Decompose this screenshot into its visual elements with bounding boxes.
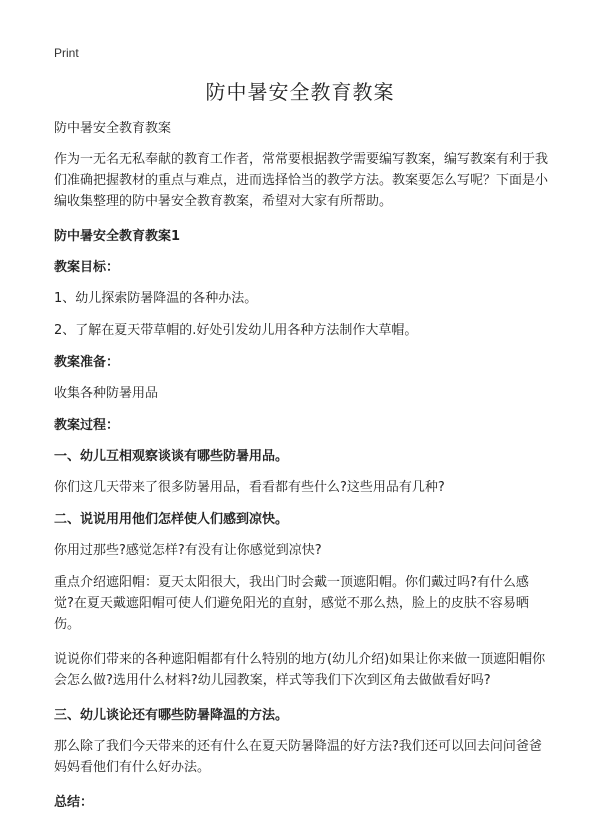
document-subtitle: 防中暑安全教育教案 [54, 121, 172, 136]
step-text: 你用过那些?感觉怎样?有没有让你感觉到凉快? [54, 543, 322, 558]
goal-item: 1、幼儿探索防暑降温的各种办法。 [54, 291, 258, 306]
print-link[interactable]: Print [54, 46, 79, 60]
process-heading: 教案过程： [54, 418, 120, 433]
prep-heading: 教案准备： [54, 355, 120, 370]
step-heading: 一、幼儿互相观察谈谈有哪些防暑用品。 [54, 449, 289, 464]
step-text: 重点介绍遮阳帽：夏天太阳很大，我出门时会戴一顶遮阳帽。你们戴过吗?有什么感觉?在夏天戴遮阳帽可使人们避免阳光的直射，感觉不那么热，脸上的皮肤不容易晒伤。 [54, 575, 529, 632]
intro-paragraph: 作为一无名无私奉献的教育工作者，常常要根据教学需要编写教案，编写教案有利于我们准确把握教材的重点与难点，进而选择恰当的教学方法。教案要怎么写呢？下面是小编收集整理的防中暑安全教育教案，希望对大家有所帮助。 [54, 152, 549, 209]
section-heading: 防中暑安全教育教案1 [54, 229, 181, 244]
step-text: 那么除了我们今天带来的还有什么在夏天防暑降温的好方法?我们还可以回去问问爸爸妈妈看他们有什么好办法。 [54, 739, 542, 775]
step-text: 你们这几天带来了很多防暑用品，看看都有些什么?这些用品有几种? [54, 480, 445, 495]
step-heading: 二、说说用用他们怎样使人们感到凉快。 [54, 512, 289, 527]
step-heading: 三、幼儿谈论还有哪些防暑降温的方法。 [54, 708, 289, 723]
step-text: 说说你们带来的各种遮阳帽都有什么特别的地方(幼儿介绍)如果让你来做一顶遮阳帽你会怎么做?选用什么材料?幼儿园教案，样式等我们下次到区角去做做看好吗? [54, 652, 546, 688]
document-body [54, 118, 548, 823]
prep-text: 收集各种防暑用品 [54, 386, 159, 401]
page-title: 防中暑安全教育教案 [205, 80, 395, 104]
summary-heading: 总结： [54, 795, 94, 810]
goal-item: 2、了解在夏天带草帽的.好处引发幼儿用各种方法制作大草帽。 [54, 323, 418, 338]
goals-heading: 教案目标： [54, 260, 120, 275]
